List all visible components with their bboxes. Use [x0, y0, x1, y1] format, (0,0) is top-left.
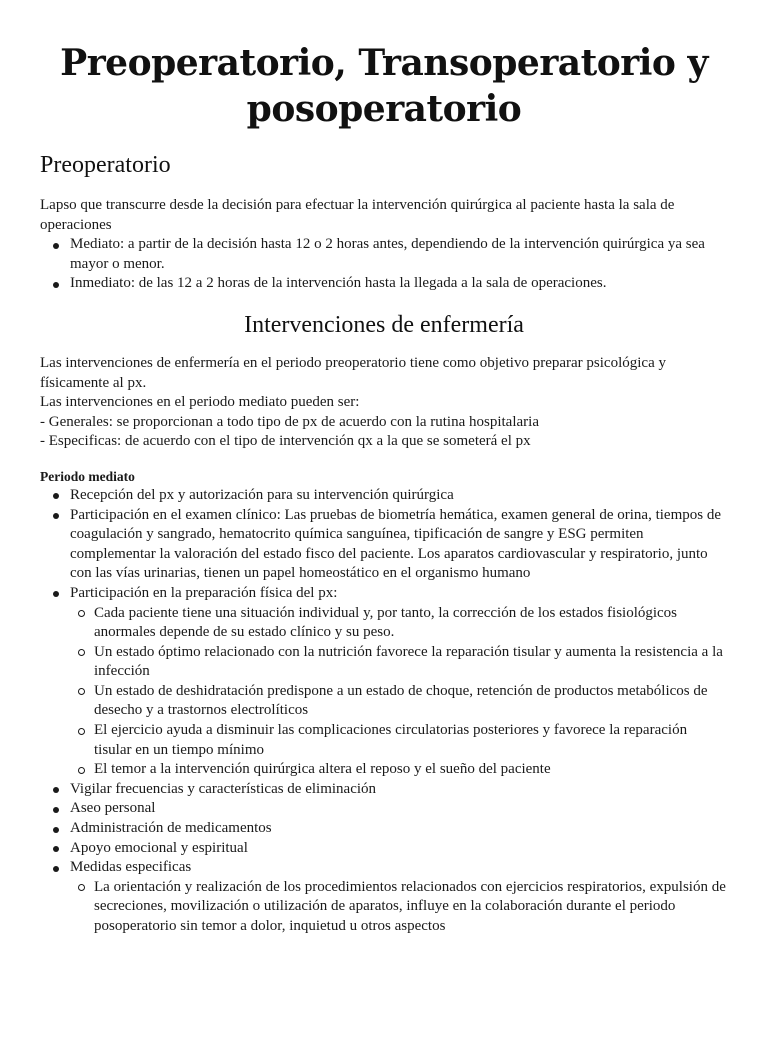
sublist [70, 878, 728, 937]
list-item: Aseo personal [70, 799, 728, 819]
paragraph-line: - Especificas: de acuerdo con el tipo de intervención qx a la que se someterá el px [40, 433, 531, 450]
periodo-mediato-list [40, 486, 728, 937]
list-item: Recepción del px y autorización para su intervención quirúrgica [70, 486, 728, 506]
sublist-item: El temor a la intervención quirúrgica altera el reposo y el sueño del paciente [94, 760, 728, 780]
list-item: Mediato: a partir de la decisión hasta 12 o 2 horas antes, dependiendo de la intervención quirúrgica ya sea mayor o menor. [70, 235, 728, 274]
preoperatorio-definition: Lapso que transcurre desde la decisión para efectuar la intervención quirúrgica al paciente hasta la sala de operaciones [40, 197, 675, 233]
list-item: Inmediato: de las 12 a 2 horas de la intervención hasta la llegada a la sala de operaciones. [70, 274, 728, 294]
paragraph-line: Las intervenciones de enfermería en el periodo preoperatorio tiene como objetivo preparar psicológica y físicamente al px. [40, 354, 666, 391]
list-item: Vigilar frecuencias y características de eliminación [70, 780, 728, 800]
sublist-item: El ejercicio ayuda a disminuir las complicaciones circulatorias posteriores y favorece la reparación tisular en un tiempo mínimo [94, 721, 728, 760]
list-item: Participación en el examen clínico: Las pruebas de biometría hemática, examen general de orina, tiempos de coagulación y sangrado, hematocrito química sanguínea, tipificación de sangre y ESG permiten complementar la valoración del estado fisco del paciente. Los aparatos cardiovascular y respiratorio, junto con las vías urinarias, tienen un papel homeostático en el organismo humano [70, 506, 728, 584]
sublist-item: Cada paciente tiene una situación individual y, por tanto, la corrección de los estados fisiológicos anormales depende de su estado clínico y su peso. [94, 604, 728, 643]
section-heading-intervenciones: Intervenciones de enfermería [244, 311, 524, 338]
document-page [0, 40, 768, 1064]
intervenciones-paragraph [40, 354, 728, 452]
sublist-item: Un estado óptimo relacionado con la nutrición favorece la reparación tisular y aumenta la resistencia a la infección [94, 643, 728, 682]
preoperatorio-phases-list [40, 235, 728, 294]
list-item-label: Participación en la preparación física del px: [70, 584, 338, 601]
list-item-with-sublist [70, 584, 728, 780]
list-item: Administración de medicamentos [70, 819, 728, 839]
sublist-item: La orientación y realización de los procedimientos relacionados con ejercicios respiratorios, expulsión de secreciones, movilización o utilización de aparatos, influye en la colaboración durante el periodo posoperatorio sin temor a dolor, inquietud u otros aspectos [94, 878, 728, 937]
sublist [70, 604, 728, 780]
sublist-item: Un estado de deshidratación predispone a un estado de choque, retención de productos metabólicos de desecho y a trastornos electrolíticos [94, 682, 728, 721]
paragraph-line: - Generales: se proporcionan a todo tipo de px de acuerdo con la rutina hospitalaria [40, 413, 539, 430]
paragraph-line: Las intervenciones en el periodo mediato pueden ser: [40, 394, 360, 411]
section-heading-preoperatorio: Preoperatorio [40, 152, 171, 178]
list-item: Apoyo emocional y espiritual [70, 839, 728, 859]
list-item-with-sublist [70, 858, 728, 936]
list-item-label: Medidas especificas [70, 859, 192, 876]
document-title: Preoperatorio, Transoperatorio y posoperatorio [60, 42, 708, 130]
subheading-periodo-mediato: Periodo mediato [40, 468, 135, 484]
